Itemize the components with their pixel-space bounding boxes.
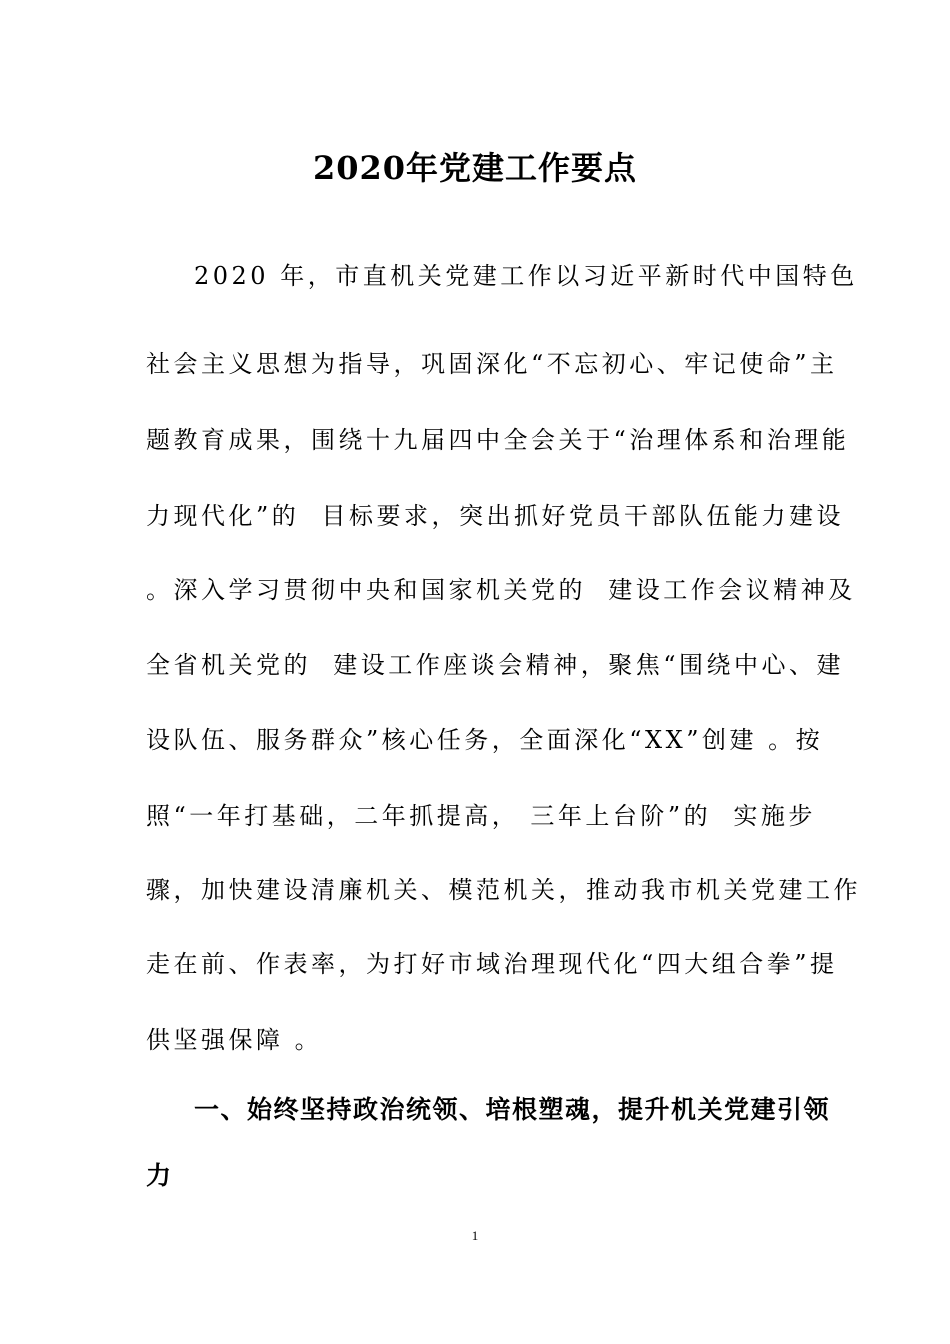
paragraph-line: 设队伍、服务群众”核心任务，全面深化“XX”创建 。按: [146, 726, 824, 754]
section-heading: 一、始终坚持政治统领、培根塑魂，提升机关党建引领: [194, 1095, 831, 1124]
page-number: 1: [471, 1228, 479, 1243]
paragraph-line: 社会主义思想为指导，巩固深化“不忘初心、牢记使命”主: [146, 350, 838, 378]
paragraph-line: 力现代化”的 目标要求，突出抓好党员干部队伍能力建设: [146, 502, 845, 530]
section-heading-continuation: 力: [146, 1161, 173, 1190]
paragraph-line: 走在前、作表率，为打好市域治理现代化“四大组合拳”提: [146, 950, 838, 978]
paragraph-line: 题教育成果，围绕十九届四中全会关于“治理体系和治理能: [146, 426, 850, 454]
paragraph-line: 照“一年打基础，二年抓提高， 三年上台阶”的 实施步: [146, 802, 816, 830]
paragraph-line: 骤，加快建设清廉机关、模范机关，推动我市机关党建工作: [146, 876, 861, 904]
paragraph-line: 全省机关党的 建设工作座谈会精神，聚焦“围绕中心、建: [146, 651, 845, 679]
document-title: 2020年党建工作要点: [312, 149, 638, 187]
paragraph-line: 供坚强保障 。: [146, 1026, 323, 1054]
paragraph-line: 2020 年，市直机关党建工作以习近平新时代中国特色: [194, 262, 858, 290]
paragraph-line: 。深入学习贯彻中央和国家机关党的 建设工作会议精神及: [146, 576, 856, 604]
